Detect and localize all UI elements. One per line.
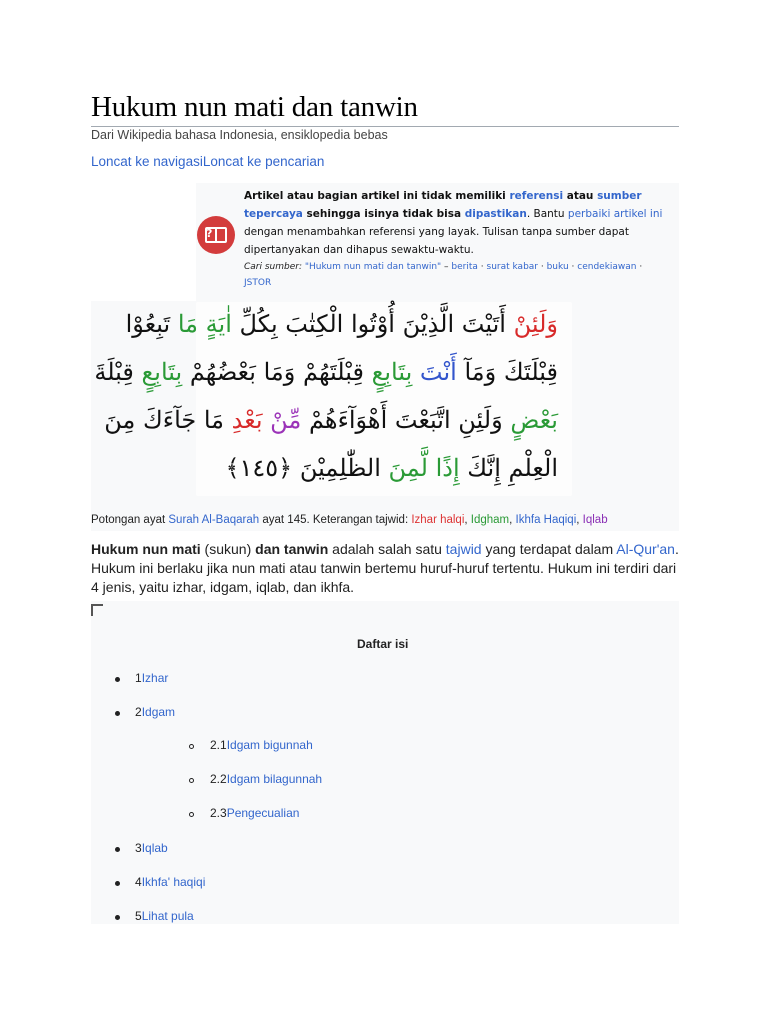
notice-perbaiki-link[interactable]: perbaiki artikel ini (567, 208, 663, 220)
toc-link[interactable]: Idgam bilagunnah (226, 772, 323, 786)
verse-word: قِبْلَتَهُمْ (302, 358, 364, 386)
verse-word: مِّنْ (270, 406, 302, 434)
intro-bold-term: dan tanwin (255, 541, 329, 557)
toc-number: 2.1 (210, 738, 227, 752)
intro-text: yang terdapat dalam (481, 541, 617, 557)
toc-sub-bullet (189, 778, 194, 783)
toc-title: Daftar isi (357, 637, 409, 651)
unreferenced-notice-text (244, 187, 664, 291)
toc-bullet (115, 915, 120, 920)
verse-word: لَّمِنَ (388, 454, 428, 482)
intro-text: (sukun) (200, 541, 256, 557)
toc-toggle-checkbox[interactable] (91, 604, 103, 616)
caption-text: ayat 145. Keterangan tajwid: (259, 514, 412, 526)
toc-link[interactable]: Izhar (141, 671, 169, 685)
verse-word: تَبِعُوْا (125, 310, 171, 338)
tajwid-link[interactable]: tajwid (445, 541, 482, 557)
verse-word: بِتَابِعٍ (141, 358, 183, 386)
notice-text-5: dengan menambahkan referensi yang layak. Tulisan tanpa sumber dapat dipertanyakan dan dihapus sewaktu-waktu. (244, 226, 629, 256)
verse-word: قِبْلَتَكَ (503, 358, 558, 386)
toc-item-pengecualian[interactable] (210, 806, 299, 820)
verse-word: مَا (177, 310, 199, 338)
verse-word: وَمَا (263, 358, 296, 386)
verse-word: أُوْتُوا (350, 310, 395, 338)
toc-item-idgam-bigunnah[interactable] (210, 738, 313, 752)
notice-referensi-link[interactable]: referensi (509, 190, 564, 202)
toc-number: 2.2 (210, 772, 227, 786)
verse-word: وَلَئِنْ (513, 310, 558, 338)
legend-iqlab: Iqlab (582, 514, 608, 526)
verse-line-1 (126, 310, 558, 338)
find-buku-link[interactable]: buku (546, 262, 569, 272)
find-sep: · (568, 262, 578, 272)
find-sep: · (636, 262, 643, 272)
toc-link[interactable]: Iqlab (141, 841, 168, 855)
toc-number: 5 (135, 909, 142, 923)
toc-item-idgam[interactable] (135, 705, 175, 719)
verse-word: اتَّبَعْتَ (394, 406, 451, 434)
toc-item-lihat-pula[interactable] (135, 909, 194, 923)
notice-sumber-tepercaya-link[interactable]: sumber tepercaya (244, 190, 642, 220)
toc-item-ikhfa-haqiqi[interactable] (135, 875, 205, 889)
verse-image (94, 302, 572, 496)
find-jstor-link[interactable]: JSTOR (244, 278, 272, 288)
find-berita-link[interactable]: berita (451, 262, 478, 272)
jump-to-search-link[interactable]: Loncat ke pencarian (202, 154, 325, 169)
toc-sub-bullet (189, 744, 194, 749)
verse-word: الَّذِيْنَ (402, 310, 455, 338)
find-dash: – (441, 262, 452, 272)
intro-text: . Hukum ini berlaku jika nun mati atau tanwin bertemu huruf-huruf tertentu. Hukum ini terdiri dari 4 jenis, yaitu izhar, idgam, iqlab, dan ikhfa. (91, 541, 679, 595)
find-sources-row (244, 259, 664, 291)
verse-word: جَآءَكَ (143, 406, 197, 434)
verse-word: أَنْتَ (419, 358, 457, 386)
toc-number: 4 (135, 875, 142, 889)
toc-item-idgam-bilagunnah[interactable] (210, 772, 322, 786)
toc-bullet (115, 881, 120, 886)
book-question-icon: ? (197, 216, 235, 254)
notice-text-1: Artikel atau bagian artikel ini tidak memiliki (244, 190, 510, 202)
legend-idgham: Idgham (470, 514, 510, 526)
intro-text: adalah salah satu (328, 541, 446, 557)
legend-ikhfa: Ikhfa Haqiqi (515, 514, 577, 526)
verse-word: إِنَّكَ (467, 454, 501, 482)
site-subtitle: Dari Wikipedia bahasa Indonesia, ensiklopedia bebas (91, 128, 388, 142)
verse-word: الظّٰلِمِيْنَ (299, 454, 381, 482)
toc-link[interactable]: Pengecualian (226, 806, 300, 820)
verse-word: أَتَيْتَ (461, 310, 506, 338)
verse-word: بَعْضُهُمْ (189, 358, 256, 386)
toc-bullet (115, 847, 120, 852)
notice-dipastikan-link[interactable]: dipastikan (464, 208, 527, 220)
caption-text: Potongan ayat (91, 514, 169, 526)
find-query-link[interactable]: "Hukum nun mati dan tanwin" (304, 262, 442, 272)
find-cendekiawan-link[interactable]: cendekiawan (577, 262, 637, 272)
verse-word: إِذًا (435, 454, 460, 482)
verse-word: اٰيَةٍ (205, 310, 232, 338)
toc-number: 2 (135, 705, 142, 719)
find-surat-kabar-link[interactable]: surat kabar (486, 262, 538, 272)
notice-text-3: sehingga isinya tidak bisa (302, 208, 465, 220)
toc-number: 1 (135, 671, 142, 685)
toc-number: 3 (135, 841, 142, 855)
verse-word: بِتَابِعٍ (371, 358, 413, 386)
find-sep: · (477, 262, 487, 272)
legend-sep: , (576, 514, 583, 526)
verse-word: بِكُلِّ (239, 310, 278, 338)
legend-izhar: Izhar halqi (411, 514, 465, 526)
toc-number: 2.3 (210, 806, 227, 820)
verse-word: وَمَآ (464, 358, 497, 386)
intro-paragraph (91, 540, 681, 597)
toc-link[interactable]: Idgam (141, 705, 176, 719)
verse-word: مِنَ (104, 406, 136, 434)
verse-word: بَعْضٍ (510, 406, 558, 434)
verse-word: الْعِلْمِ (508, 454, 558, 482)
jump-to-navigation-link[interactable]: Loncat ke navigasi (91, 154, 203, 169)
verse-line-2 (94, 358, 558, 386)
verse-word: الْكِتٰبَ (285, 310, 344, 338)
figure-caption (91, 514, 608, 526)
legend-sep: , (509, 514, 516, 526)
toc-link[interactable]: Ikhfa' haqiqi (141, 875, 206, 889)
title-divider (91, 126, 679, 127)
toc-link[interactable]: Lihat pula (141, 909, 194, 923)
intro-bold-term: Hukum nun mati (91, 541, 201, 557)
notice-text-2: atau (563, 190, 598, 202)
toc-sub-bullet (189, 812, 194, 817)
find-sep: · (538, 262, 547, 272)
verse-word: قِبْلَةَ (94, 358, 134, 386)
find-sources-label: Cari sumber: (244, 262, 303, 272)
verse-word: بَعْدِ (231, 406, 263, 434)
toc-item-iqlab[interactable] (135, 841, 168, 855)
toc-bullet (115, 677, 120, 682)
page-title: Hukum nun mati dan tanwin (91, 91, 418, 123)
toc-link[interactable]: Idgam bigunnah (226, 738, 313, 752)
toc-item-izhar[interactable] (135, 671, 168, 685)
jump-links (91, 154, 324, 169)
verse-line-4 (225, 454, 558, 482)
verse-end-marker: ﴿١٤٥﴾ (225, 454, 293, 482)
toc-bullet (115, 711, 120, 716)
verse-word: مَا (203, 406, 225, 434)
verse-line-3 (104, 406, 558, 434)
al-quran-link[interactable]: Al-Qur'an (616, 541, 675, 557)
verse-word: وَلَئِنِ (458, 406, 503, 434)
legend-sep: , (464, 514, 471, 526)
surah-al-baqarah-link[interactable]: Surah Al-Baqarah (168, 514, 260, 526)
verse-word: أَهْوَآءَهُمْ (308, 406, 388, 434)
notice-text-4: . Bantu (526, 208, 568, 220)
